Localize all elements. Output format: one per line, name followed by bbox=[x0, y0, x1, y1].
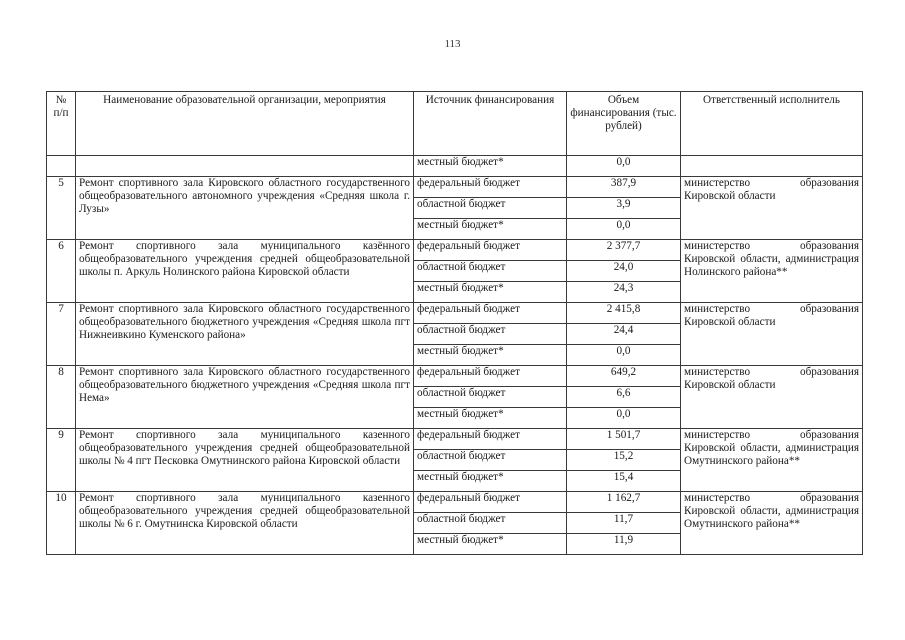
funding-source: местный бюджет* bbox=[414, 219, 567, 240]
funding-source: областной бюджет bbox=[414, 324, 567, 345]
row-name: Ремонт спортивного зала муниципального казенного общеобразовательного учреждения средней общеобразовательной школы № 4 пгт Песковка Омутнинского района Кировской области bbox=[76, 429, 414, 492]
row-name: Ремонт спортивного зала Кировского областного государственного общеобразовательного бюджетного учреждения «Средняя школа пгт Нема» bbox=[76, 366, 414, 429]
funding-source: местный бюджет* bbox=[414, 345, 567, 366]
row-num: 8 bbox=[47, 366, 76, 429]
funding-source: областной бюджет bbox=[414, 261, 567, 282]
funding-source: федеральный бюджет bbox=[414, 492, 567, 513]
funding-source: областной бюджет bbox=[414, 513, 567, 534]
table-row bbox=[47, 429, 863, 450]
page-number: 113 bbox=[444, 38, 461, 50]
funding-amount: 11,9 bbox=[567, 534, 681, 555]
row-num: 10 bbox=[47, 492, 76, 555]
row-num: 7 bbox=[47, 303, 76, 366]
funding-source: федеральный бюджет bbox=[414, 429, 567, 450]
funding-amount: 24,4 bbox=[567, 324, 681, 345]
funding-source: местный бюджет* bbox=[414, 282, 567, 303]
table-row bbox=[47, 177, 863, 198]
funding-amount: 15,4 bbox=[567, 471, 681, 492]
header-amount: Объем финансирования (тыс. рублей) bbox=[567, 92, 681, 156]
row-name: Ремонт спортивного зала Кировского областного государственного общеобразовательного автономного учреждения «Средняя школа г. Лузы» bbox=[76, 177, 414, 240]
funding-source: областной бюджет bbox=[414, 450, 567, 471]
funding-source: областной бюджет bbox=[414, 198, 567, 219]
funding-source: областной бюджет bbox=[414, 387, 567, 408]
funding-source: местный бюджет* bbox=[414, 156, 567, 177]
funding-amount: 24,0 bbox=[567, 261, 681, 282]
funding-amount: 2 415,8 bbox=[567, 303, 681, 324]
funding-source: федеральный бюджет bbox=[414, 366, 567, 387]
table-row bbox=[47, 240, 863, 261]
row-num bbox=[47, 156, 76, 177]
funding-amount: 11,7 bbox=[567, 513, 681, 534]
row-responsible: министерство образования Кировской области, администрация Омутнинского района** bbox=[681, 492, 863, 555]
funding-amount: 649,2 bbox=[567, 366, 681, 387]
row-num: 9 bbox=[47, 429, 76, 492]
row-num: 6 bbox=[47, 240, 76, 303]
header-num: № п/п bbox=[47, 92, 76, 156]
row-name: Ремонт спортивного зала Кировского областного государственного общеобразовательного бюджетного учреждения «Средняя школа пгт Нижнеивкино Куменского района» bbox=[76, 303, 414, 366]
funding-amount: 3,9 bbox=[567, 198, 681, 219]
row-responsible: министерство образования Кировской области bbox=[681, 366, 863, 429]
header-responsible: Ответственный исполнитель bbox=[681, 92, 863, 156]
table-row-continuation bbox=[47, 156, 863, 177]
header-row bbox=[47, 92, 863, 156]
row-responsible bbox=[681, 156, 863, 177]
table-row bbox=[47, 492, 863, 513]
row-responsible: министерство образования Кировской области, администрация Омутнинского района** bbox=[681, 429, 863, 492]
funding-amount: 0,0 bbox=[567, 345, 681, 366]
funding-amount: 387,9 bbox=[567, 177, 681, 198]
funding-source: местный бюджет* bbox=[414, 408, 567, 429]
table-row bbox=[47, 303, 863, 324]
funding-source: федеральный бюджет bbox=[414, 240, 567, 261]
funding-amount: 6,6 bbox=[567, 387, 681, 408]
funding-amount: 0,0 bbox=[567, 219, 681, 240]
funding-source: местный бюджет* bbox=[414, 534, 567, 555]
header-source: Источник финансирования bbox=[414, 92, 567, 156]
row-responsible: министерство образования Кировской области bbox=[681, 177, 863, 240]
row-name: Ремонт спортивного зала муниципального казённого общеобразовательного учреждения средней общеобразовательной школы п. Аркуль Нолинского района Кировской области bbox=[76, 240, 414, 303]
row-num: 5 bbox=[47, 177, 76, 240]
funding-amount: 0,0 bbox=[567, 156, 681, 177]
funding-source: местный бюджет* bbox=[414, 471, 567, 492]
funding-table bbox=[46, 91, 863, 555]
header-name: Наименование образовательной организации, мероприятия bbox=[76, 92, 414, 156]
funding-source: федеральный бюджет bbox=[414, 177, 567, 198]
row-responsible: министерство образования Кировской области bbox=[681, 303, 863, 366]
funding-source: федеральный бюджет bbox=[414, 303, 567, 324]
funding-amount: 2 377,7 bbox=[567, 240, 681, 261]
funding-amount: 24,3 bbox=[567, 282, 681, 303]
row-name: Ремонт спортивного зала муниципального казенного общеобразовательного учреждения средней общеобразовательной школы № 6 г. Омутнинска Кировской области bbox=[76, 492, 414, 555]
table-row bbox=[47, 366, 863, 387]
funding-amount: 1 162,7 bbox=[567, 492, 681, 513]
funding-amount: 0,0 bbox=[567, 408, 681, 429]
funding-amount: 15,2 bbox=[567, 450, 681, 471]
funding-amount: 1 501,7 bbox=[567, 429, 681, 450]
row-name bbox=[76, 156, 414, 177]
row-responsible: министерство образования Кировской области, администрация Нолинского района** bbox=[681, 240, 863, 303]
